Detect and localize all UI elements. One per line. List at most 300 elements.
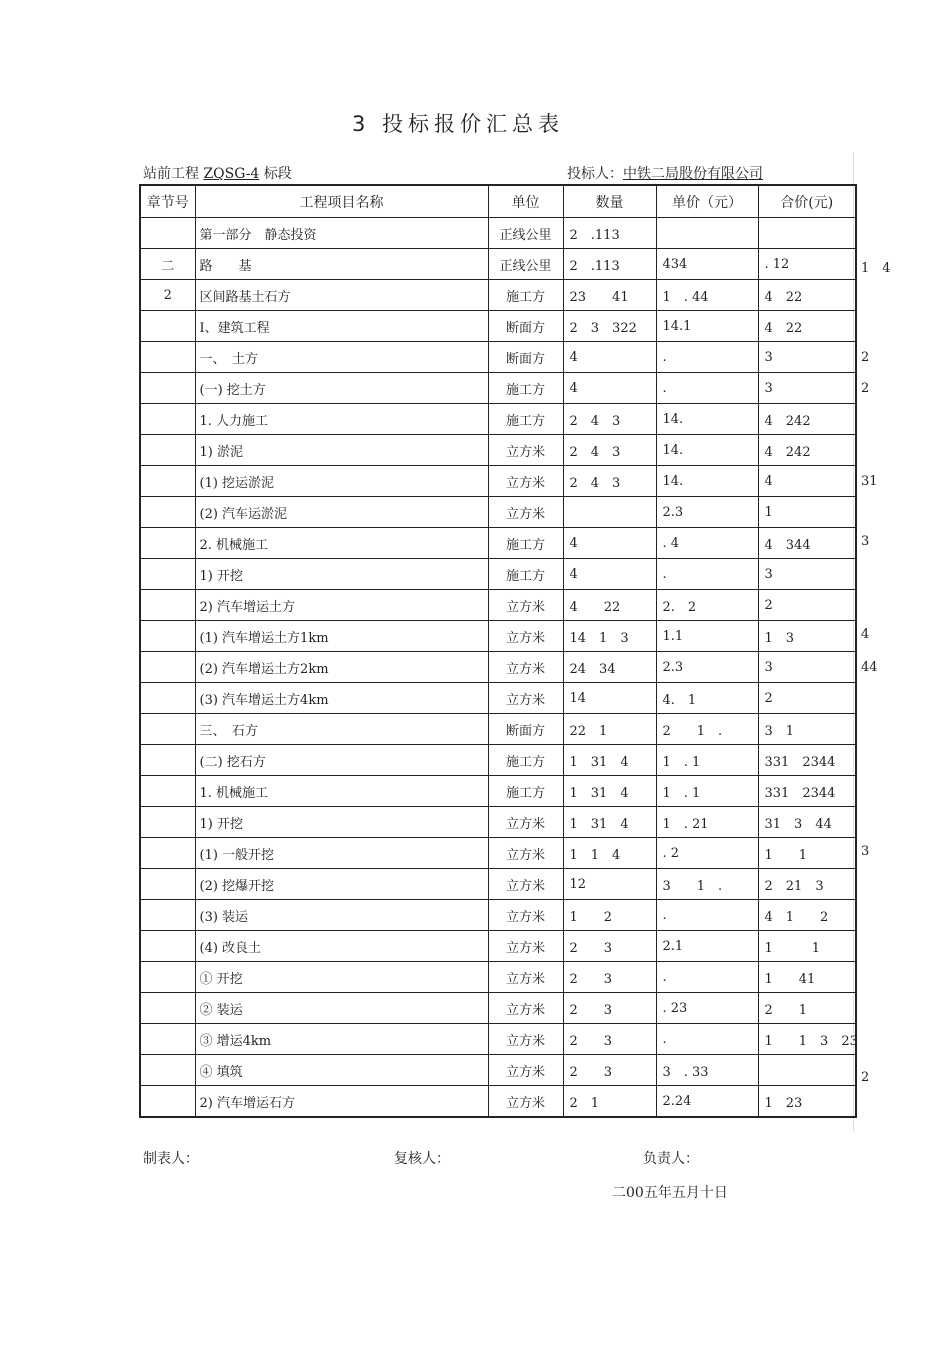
row-unit-price-cell <box>656 249 758 280</box>
row-quantity-cell-text: 2 4 3 <box>569 475 621 491</box>
table-row <box>140 1055 856 1086</box>
row-item-name-cell-text: 路 基 <box>199 258 252 274</box>
row-quantity-cell <box>563 435 656 466</box>
table-row <box>140 1024 856 1055</box>
row-unit-price-cell <box>656 373 758 404</box>
row-unit-cell <box>488 342 563 373</box>
table-row <box>140 590 856 621</box>
row-unit-price-cell <box>656 745 758 776</box>
row-unit-price-cell-text: 2.24 <box>662 1093 692 1109</box>
row-total-cell-text: 331 2344 <box>764 785 836 801</box>
row-unit-cell <box>488 311 563 342</box>
row-item-name-cell <box>195 1055 488 1086</box>
project-label <box>143 163 292 183</box>
row-unit-price-cell <box>656 280 758 311</box>
row-quantity-cell <box>563 311 656 342</box>
row-unit-cell-text: 立方米 <box>505 816 545 832</box>
row-unit-price-cell-text: 14.1 <box>662 318 692 334</box>
row-quantity-cell <box>563 342 656 373</box>
row-unit-price-cell-text: 2.3 <box>662 504 684 520</box>
row-overflow-value: 2 <box>861 380 870 396</box>
row-unit-cell-text: 断面方 <box>505 723 545 739</box>
row-quantity-cell-text: 2 3 322 <box>569 320 637 336</box>
table-row <box>140 280 856 311</box>
table-row <box>140 869 856 900</box>
row-item-name-cell <box>195 869 488 900</box>
table-row <box>140 466 856 497</box>
row-total-cell-text: 1 3 <box>764 630 795 646</box>
project-suffix: 标段 <box>263 166 292 182</box>
row-quantity-cell-text: 2 .113 <box>569 227 620 243</box>
row-quantity-cell-text: 23 41 <box>569 289 629 305</box>
row-unit-cell <box>488 404 563 435</box>
row-item-name-cell <box>195 807 488 838</box>
row-unit-price-cell-text: 3 . 33 <box>662 1064 709 1080</box>
row-quantity-cell <box>563 962 656 993</box>
row-total-cell-text: 4 1 2 <box>764 909 829 925</box>
document-date: 二00五年五月十日 <box>612 1185 728 1201</box>
row-overflow-value: 3 <box>861 533 870 549</box>
row-unit-cell-text: 正线公里 <box>499 227 552 243</box>
row-unit-price-cell-text: . 2 <box>662 845 680 861</box>
row-section-cell <box>140 621 195 652</box>
row-unit-price-cell-text: 2.3 <box>662 659 684 675</box>
row-unit-cell <box>488 466 563 497</box>
row-unit-cell <box>488 807 563 838</box>
row-item-name-cell <box>195 683 488 714</box>
row-section-cell <box>140 838 195 869</box>
row-item-name-cell-text: 1. 人力施工 <box>199 413 269 429</box>
table-row <box>140 311 856 342</box>
row-item-name-cell-text: 三、 石方 <box>199 723 259 739</box>
table-body <box>140 218 891 1118</box>
col-header-unit-price: 单价（元） <box>656 185 758 218</box>
row-unit-cell <box>488 652 563 683</box>
row-unit-price-cell <box>656 1086 758 1118</box>
row-item-name-cell-text: 2) 汽车增运土方 <box>199 599 295 615</box>
row-item-name-cell-text: 2) 汽车增运石方 <box>199 1095 295 1111</box>
row-section-cell <box>140 435 195 466</box>
row-unit-price-cell-text: 14. <box>662 473 684 489</box>
row-quantity-cell-text: 4 <box>569 566 578 582</box>
row-quantity-cell <box>563 1055 656 1086</box>
row-unit-price-cell-text: 2. 2 <box>662 599 697 615</box>
row-unit-cell-text: 施工方 <box>505 785 545 801</box>
row-unit-cell <box>488 745 563 776</box>
row-total-cell <box>758 342 870 373</box>
row-unit-cell-text: 施工方 <box>505 754 545 770</box>
row-quantity-cell <box>563 280 656 311</box>
row-total-cell <box>758 373 870 404</box>
table-row <box>140 342 856 373</box>
row-unit-price-cell <box>656 466 758 497</box>
row-quantity-cell <box>563 745 656 776</box>
row-unit-price-cell <box>656 218 758 249</box>
row-quantity-cell <box>563 528 656 559</box>
row-quantity-cell-text: 2 3 <box>569 940 613 956</box>
col-header-section: 章节号 <box>140 185 195 218</box>
row-total-cell-text: 3 1 <box>764 723 795 739</box>
row-quantity-cell <box>563 466 656 497</box>
row-quantity-cell-text: 2 3 <box>569 971 613 987</box>
row-total-cell-text: 4 <box>764 473 773 489</box>
row-section-cell <box>140 559 195 590</box>
row-item-name-cell-text: (一) 挖土方 <box>199 382 266 398</box>
row-quantity-cell-text: 2 3 <box>569 1033 613 1049</box>
row-total-cell-text: 3 <box>764 380 773 396</box>
row-total-cell <box>758 559 856 590</box>
row-item-name-cell <box>195 776 488 807</box>
maker-label: 制表人： <box>143 1151 199 1167</box>
row-total-cell-text: 1 <box>764 504 773 520</box>
row-unit-price-cell-text: 3 1 . <box>662 878 723 894</box>
row-total-cell-text: 4 344 <box>764 537 811 553</box>
row-total-cell <box>758 404 856 435</box>
row-item-name-cell <box>195 528 488 559</box>
row-quantity-cell-text: 4 <box>569 535 578 551</box>
row-unit-price-cell <box>656 342 758 373</box>
row-quantity-cell-text: 14 <box>569 690 587 706</box>
row-item-name-cell <box>195 435 488 466</box>
row-total-cell <box>758 652 878 683</box>
row-item-name-cell-text: (2) 汽车增运土方2km <box>199 661 329 677</box>
row-unit-price-cell-text: 1 . 1 <box>662 754 701 770</box>
row-unit-cell-text: 正线公里 <box>499 258 552 274</box>
table-row <box>140 373 856 404</box>
row-section-cell <box>140 683 195 714</box>
row-unit-price-cell <box>656 931 758 962</box>
row-overflow-value: 2 <box>861 349 870 365</box>
row-total-cell-text: 2 <box>764 597 773 613</box>
table-row <box>140 1086 856 1118</box>
row-unit-price-cell-text: 2 1 . <box>662 723 723 739</box>
row-quantity-cell <box>563 621 656 652</box>
table-row <box>140 993 856 1024</box>
row-total-cell-text: 3 <box>764 659 773 675</box>
row-unit-price-cell <box>656 621 758 652</box>
row-total-cell-text: 1 1 <box>764 847 808 863</box>
row-unit-cell <box>488 559 563 590</box>
row-quantity-cell <box>563 249 656 280</box>
row-quantity-cell-text: 1 31 4 <box>569 816 629 832</box>
row-unit-price-cell <box>656 683 758 714</box>
row-item-name-cell-text: ③ 增运4km <box>199 1033 272 1049</box>
table-row <box>140 621 856 652</box>
row-total-cell <box>758 776 856 807</box>
col-header-unit: 单位 <box>488 185 563 218</box>
row-quantity-cell <box>563 404 656 435</box>
row-unit-cell-text: 施工方 <box>505 568 545 584</box>
row-unit-cell <box>488 1024 563 1055</box>
row-unit-price-cell <box>656 311 758 342</box>
row-unit-price-cell <box>656 993 758 1024</box>
bid-summary-table <box>139 184 891 1118</box>
row-unit-price-cell-text: 1 . 44 <box>662 289 709 305</box>
row-item-name-cell <box>195 1024 488 1055</box>
row-item-name-cell <box>195 838 488 869</box>
row-unit-cell <box>488 962 563 993</box>
col-header-quantity: 数量 <box>563 185 656 218</box>
row-section-cell <box>140 869 195 900</box>
row-unit-cell-text: 立方米 <box>505 444 545 460</box>
row-quantity-cell-text: 4 <box>569 349 578 365</box>
row-item-name-cell-text: (3) 装运 <box>199 909 249 925</box>
table-row <box>140 652 856 683</box>
row-item-name-cell-text: 第一部分 静态投资 <box>199 227 317 243</box>
row-total-cell-text: 4 22 <box>764 320 803 336</box>
row-item-name-cell-text: 一、 土方 <box>199 351 259 367</box>
row-unit-cell-text: 立方米 <box>505 1095 545 1111</box>
row-total-cell <box>758 838 870 869</box>
row-unit-cell <box>488 838 563 869</box>
row-total-cell <box>758 466 878 497</box>
row-unit-cell-text: 施工方 <box>505 289 545 305</box>
row-quantity-cell <box>563 869 656 900</box>
row-item-name-cell-text: 1) 淤泥 <box>199 444 243 460</box>
row-unit-price-cell-text: . 23 <box>662 1000 688 1016</box>
row-unit-price-cell <box>656 497 758 528</box>
row-section-cell <box>140 497 195 528</box>
row-item-name-cell-text: (1) 一般开挖 <box>199 847 275 863</box>
table-row <box>140 807 856 838</box>
row-unit-cell <box>488 435 563 466</box>
row-unit-cell <box>488 683 563 714</box>
row-section-cell <box>140 776 195 807</box>
row-total-cell <box>758 745 856 776</box>
bidder-label <box>567 163 763 183</box>
row-unit-price-cell-text: 4. 1 <box>662 692 697 708</box>
row-unit-price-cell <box>656 528 758 559</box>
row-item-name-cell-text: ② 装运 <box>199 1002 243 1018</box>
row-quantity-cell <box>563 900 656 931</box>
row-item-name-cell-text: (2) 汽车运淤泥 <box>199 506 288 522</box>
row-section-cell <box>140 900 195 931</box>
row-section-cell <box>140 590 195 621</box>
row-item-name-cell <box>195 559 488 590</box>
row-unit-price-cell <box>656 404 758 435</box>
row-unit-cell <box>488 249 563 280</box>
row-section-cell <box>140 714 195 745</box>
row-section-cell <box>140 249 195 280</box>
row-unit-cell-text: 立方米 <box>505 878 545 894</box>
row-unit-price-cell <box>656 1055 758 1086</box>
row-item-name-cell-text: (1) 汽车增运土方1km <box>199 630 329 646</box>
table-row <box>140 559 856 590</box>
row-overflow-value: 2 <box>861 1070 870 1085</box>
row-quantity-cell <box>563 497 656 528</box>
row-item-name-cell <box>195 404 488 435</box>
row-section-cell <box>140 931 195 962</box>
row-quantity-cell-text: 2 3 <box>569 1002 613 1018</box>
row-unit-price-cell-text: . <box>662 969 667 985</box>
row-section-cell <box>140 280 195 311</box>
bidder-name: 中铁二局股份有限公司 <box>623 166 763 182</box>
row-unit-price-cell <box>656 900 758 931</box>
row-section-cell <box>140 404 195 435</box>
row-unit-price-cell <box>656 838 758 869</box>
row-section-cell <box>140 466 195 497</box>
row-total-cell-text: 2 21 3 <box>764 878 824 894</box>
row-total-cell-text: 4 242 <box>764 413 811 429</box>
row-unit-price-cell <box>656 807 758 838</box>
row-total-cell-text: 1 1 3 23 <box>764 1033 858 1049</box>
row-quantity-cell <box>563 993 656 1024</box>
row-item-name-cell-text: 2. 机械施工 <box>199 537 269 553</box>
row-item-name-cell-text: 1. 机械施工 <box>199 785 269 801</box>
row-unit-cell-text: 施工方 <box>505 413 545 429</box>
row-item-name-cell <box>195 497 488 528</box>
row-unit-cell-text: 立方米 <box>505 692 545 708</box>
row-quantity-cell <box>563 590 656 621</box>
row-unit-cell-text: 立方米 <box>505 971 545 987</box>
row-section-cell <box>140 993 195 1024</box>
checker-label: 复核人： <box>394 1151 450 1167</box>
row-section-cell <box>140 218 195 249</box>
row-unit-cell <box>488 931 563 962</box>
col-header-total: 合价(元) <box>758 185 856 218</box>
table-row <box>140 962 856 993</box>
row-item-name-cell-text: 区间路基土石方 <box>199 289 291 305</box>
row-total-cell <box>758 621 870 652</box>
table-row <box>140 776 856 807</box>
row-section-cell <box>140 807 195 838</box>
row-unit-cell-text: 立方米 <box>505 506 545 522</box>
row-quantity-cell-text: 2 1 <box>569 1095 600 1111</box>
row-section-cell <box>140 745 195 776</box>
table-header-row <box>140 185 856 218</box>
row-item-name-cell <box>195 714 488 745</box>
row-quantity-cell-text: 22 1 <box>569 723 608 739</box>
row-quantity-cell-text: 2 4 3 <box>569 413 621 429</box>
row-quantity-cell <box>563 373 656 404</box>
row-total-cell-text: 1 1 <box>764 940 821 956</box>
row-unit-price-cell-text: . <box>662 349 667 365</box>
table-row <box>140 838 856 869</box>
row-total-cell-text: 2 <box>764 690 773 706</box>
row-item-name-cell <box>195 311 488 342</box>
row-section-cell <box>140 1086 195 1118</box>
row-item-name-cell <box>195 249 488 280</box>
row-item-name-cell <box>195 280 488 311</box>
row-total-cell-text: 2 1 <box>764 1002 808 1018</box>
row-total-cell-text: 3 <box>764 349 773 365</box>
row-quantity-cell-text: 2 .113 <box>569 258 620 274</box>
row-unit-cell <box>488 218 563 249</box>
row-quantity-cell <box>563 559 656 590</box>
row-item-name-cell <box>195 900 488 931</box>
row-unit-price-cell-text: 14. <box>662 442 684 458</box>
project-prefix: 站前工程 <box>143 166 199 182</box>
row-unit-price-cell <box>656 714 758 745</box>
row-total-cell-text: 3 <box>764 566 773 582</box>
row-unit-price-cell-text: . <box>662 566 667 582</box>
row-item-name-cell <box>195 745 488 776</box>
row-quantity-cell-text: 12 <box>569 876 587 892</box>
row-unit-price-cell <box>656 590 758 621</box>
table-row <box>140 683 856 714</box>
row-total-cell <box>758 900 856 931</box>
row-total-cell <box>758 993 856 1024</box>
row-item-name-cell <box>195 342 488 373</box>
row-unit-cell-text: 立方米 <box>505 1002 545 1018</box>
table-row <box>140 900 856 931</box>
row-unit-cell <box>488 497 563 528</box>
document-title: 3 投标报价汇总表 <box>352 112 565 136</box>
row-item-name-cell-text: (1) 挖运淤泥 <box>199 475 275 491</box>
row-unit-cell <box>488 714 563 745</box>
row-unit-price-cell <box>656 435 758 466</box>
table-row <box>140 404 856 435</box>
row-unit-cell-text: 施工方 <box>505 382 545 398</box>
row-quantity-cell <box>563 931 656 962</box>
row-unit-price-cell-text: 1 . 21 <box>662 816 709 832</box>
row-unit-cell <box>488 373 563 404</box>
row-quantity-cell <box>563 683 656 714</box>
row-total-cell <box>758 869 856 900</box>
row-quantity-cell-text: 2 3 <box>569 1064 613 1080</box>
col-header-item-name: 工程项目名称 <box>195 185 488 218</box>
row-unit-price-cell-text: 434 <box>662 256 688 272</box>
row-unit-price-cell <box>656 559 758 590</box>
row-overflow-value: 4 <box>861 626 870 642</box>
table-row <box>140 218 856 249</box>
row-quantity-cell <box>563 714 656 745</box>
row-total-cell-text: . 12 <box>764 256 790 272</box>
row-unit-cell-text: 立方米 <box>505 661 545 677</box>
table-row <box>140 745 856 776</box>
row-quantity-cell-text: 1 2 <box>569 909 613 925</box>
row-section-cell <box>140 311 195 342</box>
row-quantity-cell <box>563 1086 656 1118</box>
row-unit-cell-text: 立方米 <box>505 940 545 956</box>
row-total-cell <box>758 218 856 249</box>
row-total-cell-text: 331 2344 <box>764 754 836 770</box>
row-total-cell-text: 31 3 44 <box>764 816 832 832</box>
row-unit-cell <box>488 621 563 652</box>
row-item-name-cell-text: 1) 开挖 <box>199 568 243 584</box>
row-unit-cell <box>488 776 563 807</box>
row-quantity-cell <box>563 652 656 683</box>
row-item-name-cell <box>195 931 488 962</box>
row-quantity-cell-text: 4 <box>569 380 578 396</box>
table-row <box>140 714 856 745</box>
row-item-name-cell <box>195 652 488 683</box>
row-section-cell-text: 二 <box>161 258 175 274</box>
row-item-name-cell-text: (2) 挖爆开挖 <box>199 878 275 894</box>
row-overflow-value: 31 <box>861 473 878 489</box>
responsible-label: 负责人： <box>643 1151 699 1167</box>
table-row <box>140 528 856 559</box>
row-unit-cell-text: 立方米 <box>505 1033 545 1049</box>
row-total-cell <box>758 1024 856 1055</box>
table-row <box>140 497 856 528</box>
row-unit-price-cell <box>656 776 758 807</box>
row-total-cell <box>758 311 856 342</box>
row-unit-price-cell-text: 14. <box>662 411 684 427</box>
row-unit-price-cell-text: 2.1 <box>662 938 684 954</box>
row-quantity-cell <box>563 807 656 838</box>
row-quantity-cell <box>563 1024 656 1055</box>
row-section-cell <box>140 1055 195 1086</box>
row-item-name-cell-text: Ⅰ、建筑工程 <box>199 320 270 336</box>
row-section-cell-text: 2 <box>163 287 172 303</box>
row-total-cell <box>758 435 856 466</box>
row-overflow-value: 3 <box>861 843 870 859</box>
row-item-name-cell <box>195 218 488 249</box>
row-unit-price-cell <box>656 869 758 900</box>
row-unit-cell <box>488 1086 563 1118</box>
row-unit-price-cell <box>656 652 758 683</box>
